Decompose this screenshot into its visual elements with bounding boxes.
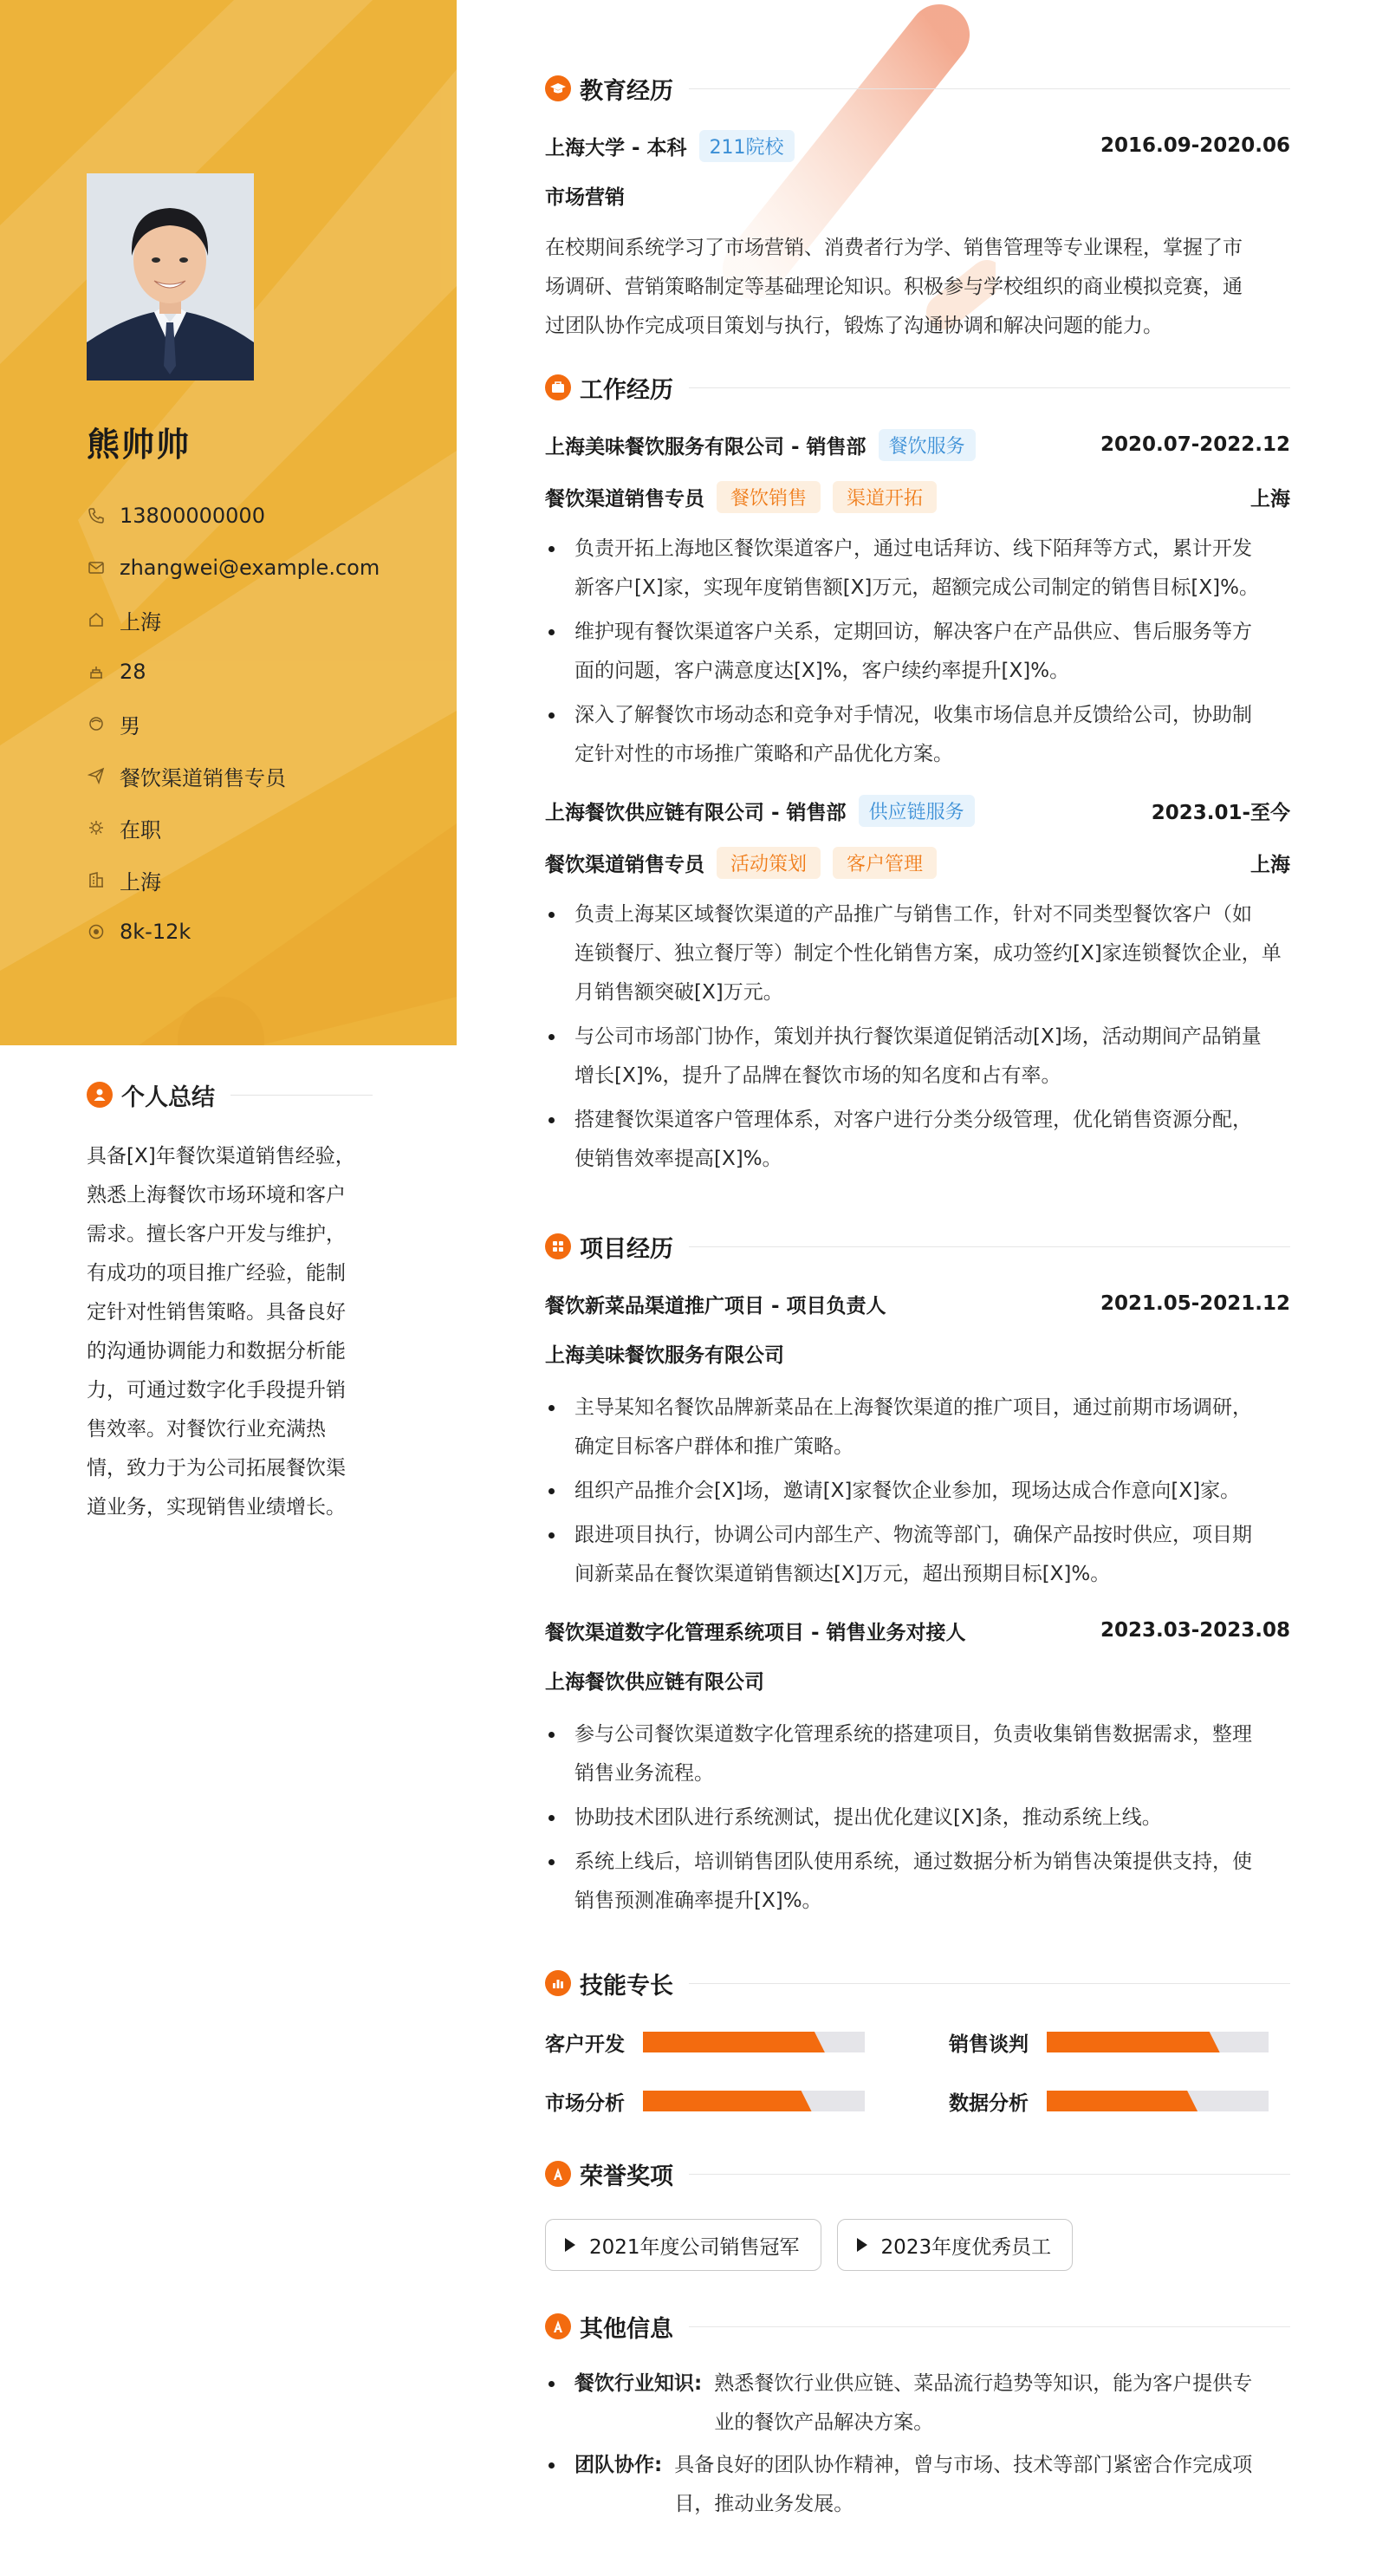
summary-line: 具备[X]年餐饮渠道销售经验，: [87, 1145, 355, 1168]
sidebar-header: [0, 0, 457, 1045]
education-row: [545, 128, 1290, 163]
text-line: 新客户[X]家，实现年度销售额[X]万元，超额完成公司制定的销售目标[X]%。: [574, 576, 1259, 599]
skill-fill: [1047, 2091, 1198, 2111]
section-title: 其他信息: [580, 2315, 673, 2343]
avatar: [87, 173, 254, 381]
skill-tag: 餐饮销售: [717, 481, 821, 513]
section-title: 荣誉奖项: [580, 2163, 673, 2190]
text-line: 销售业务流程。: [574, 1762, 714, 1785]
text-line: 月销售额突破[X]万元。: [574, 981, 783, 1004]
list-item: [545, 1101, 1290, 1179]
job-role: 餐饮渠道销售专员: [545, 487, 704, 511]
skill-name: 数据分析: [949, 2091, 1029, 2115]
info-value: zhangwei@example.com: [120, 556, 380, 580]
award-badge: [837, 2219, 1074, 2271]
award-badge: [545, 2219, 821, 2271]
age-icon: [87, 662, 106, 681]
summary-line: 熟悉上海餐饮市场环境和客户: [87, 1184, 346, 1207]
job-date: 2023.01-至今: [1151, 801, 1290, 824]
award-icon: [545, 2161, 571, 2187]
school-tag: 211院校: [699, 130, 795, 162]
mail-icon: [87, 558, 106, 577]
list-item: [545, 1018, 1290, 1096]
section-title: 项目经历: [580, 1235, 673, 1263]
skill-item: [545, 2026, 886, 2058]
list-item: [545, 1516, 1290, 1594]
major: 市场营销: [545, 186, 625, 209]
projects-section: [545, 1220, 1290, 1921]
info-salary: [87, 906, 380, 958]
job-city: 上海: [1250, 853, 1290, 876]
list-item: [545, 1799, 1290, 1838]
list-item: [545, 895, 1290, 1012]
skill-bar: [643, 2032, 865, 2052]
info-email: [87, 542, 380, 594]
education-section: [545, 62, 1290, 346]
info-phone: [87, 490, 380, 542]
text-line: 定针对性的市场推广策略和产品优化方案。: [574, 743, 953, 765]
section-title: 工作经历: [580, 376, 673, 404]
info-city: [87, 854, 380, 906]
info-icon: [545, 2313, 571, 2339]
other-label: 餐饮行业知识:: [574, 2372, 703, 2395]
job-bullets: [545, 895, 1290, 1179]
honors-section: [545, 2148, 1290, 2271]
text-line: 系统上线后，培训销售团队使用系统，通过数据分析为销售决策提供支持，使: [574, 1851, 1252, 1873]
info-hometown: [87, 594, 380, 646]
project-date: 2023.03-2023.08: [1100, 1619, 1290, 1642]
skill-item: [949, 2026, 1290, 2058]
list-item: [545, 613, 1290, 691]
phone-icon: [87, 506, 106, 525]
text-line: 跟进项目执行，协调公司内部生产、物流等部门，确保产品按时供应，项目期: [574, 1524, 1252, 1546]
city-icon: [87, 870, 106, 889]
info-value: 28: [120, 660, 146, 684]
text-line: 增长[X]%，提升了品牌在餐饮市场的知名度和占有率。: [574, 1064, 1061, 1087]
summary-line: 售效率。对餐饮行业充满热: [87, 1418, 326, 1441]
work-section: [545, 361, 1290, 1179]
divider: [230, 1095, 373, 1096]
text-line: 与公司市场部门协作，策划并执行餐饮渠道促销活动[X]场，活动期间产品销量: [574, 1025, 1262, 1048]
info-age: [87, 646, 380, 698]
text-line: 确定目标客户群体和推广策略。: [574, 1435, 854, 1458]
divider: [689, 387, 1290, 388]
project-header: [545, 1286, 1290, 1321]
summary-line: 定针对性销售策略。具备良好: [87, 1301, 346, 1324]
list-item: [545, 1843, 1290, 1921]
skill-fill: [1047, 2032, 1220, 2052]
bar-chart-icon: [545, 1970, 571, 1996]
info-gender: [87, 698, 380, 750]
awards-list: [545, 2219, 1290, 2271]
other-section: [545, 2300, 1290, 2524]
education-description: [545, 229, 1290, 346]
job-header: [545, 793, 1290, 828]
skill-fill: [643, 2032, 825, 2052]
skill-bar: [643, 2091, 865, 2111]
text-line: 过团队协作完成项目策划与执行，锻炼了沟通协调和解决问题的能力。: [545, 315, 1163, 337]
gender-icon: [87, 714, 106, 733]
company-name: 上海餐饮供应链有限公司 - 销售部: [545, 801, 847, 824]
company-tag: 餐饮服务: [879, 429, 976, 461]
info-position: [87, 750, 380, 802]
work-header: [545, 361, 1290, 413]
education-date: 2016.09-2020.06: [1100, 134, 1290, 157]
list-item: [545, 1715, 1290, 1793]
text-line: 在校期间系统学习了市场营销、消费者行为学、销售管理等专业课程，掌握了市: [545, 237, 1243, 259]
section-title: 技能专长: [580, 1972, 673, 2000]
other-header: [545, 2300, 1290, 2352]
section-title: 教育经历: [580, 77, 673, 105]
play-icon: [565, 2238, 575, 2252]
info-value: 在职: [120, 817, 161, 842]
skills-header: [545, 1957, 1290, 2009]
text-line: 主导某知名餐饮品牌新菜品在上海餐饮渠道的推广项目，通过前期市场调研，: [574, 1396, 1252, 1419]
summary-line: 力，可通过数字化手段提升销: [87, 1379, 346, 1402]
company-tag: 供应链服务: [859, 795, 975, 827]
project-name: 餐饮渠道数字化管理系统项目 - 销售业务对接人: [545, 1621, 966, 1644]
divider: [689, 1983, 1290, 1984]
skill-name: 市场分析: [545, 2091, 625, 2115]
award-label: 2021年度公司销售冠军: [589, 2235, 800, 2259]
skills-grid: [545, 2026, 1290, 2117]
divider: [689, 1246, 1290, 1247]
award-label: 2023年度优秀员工: [880, 2235, 1052, 2259]
skill-bar: [1047, 2091, 1269, 2111]
job-role-row: [545, 479, 1290, 514]
info-value: 8k-12k: [120, 920, 191, 944]
other-label: 团队协作:: [574, 2454, 663, 2476]
project-header: [545, 1613, 1290, 1648]
skill-name: 销售谈判: [949, 2033, 1029, 2056]
text-line: 面的问题，客户满意度达[X]%，客户续约率提升[X]%。: [574, 660, 1070, 682]
project-org: 上海美味餐饮服务有限公司: [545, 1344, 784, 1367]
skill-tag: 渠道开拓: [833, 481, 937, 513]
summary-line: 有成功的项目推广经验，能制: [87, 1262, 346, 1285]
text-line: 业的餐饮产品解决方案。: [714, 2411, 934, 2434]
list-item: [545, 530, 1290, 608]
text-line: 维护现有餐饮渠道客户关系，定期回访，解决客户在产品供应、售后服务等方: [574, 621, 1252, 643]
skill-name: 客户开发: [545, 2033, 625, 2056]
text-line: 参与公司餐饮渠道数字化管理系统的搭建项目，负责收集销售数据需求，整理: [574, 1723, 1252, 1746]
skill-bar: [1047, 2032, 1269, 2052]
other-text: [714, 2365, 1252, 2443]
text-line: 熟悉餐饮行业供应链、菜品流行趋势等知识，能为客户提供专: [714, 2372, 1253, 2395]
play-icon: [857, 2238, 867, 2252]
divider: [689, 2326, 1290, 2327]
summary-line: 道业务，实现销售业绩增长。: [87, 1496, 346, 1519]
job-role: 餐饮渠道销售专员: [545, 853, 704, 876]
info-value: 上海: [120, 609, 161, 634]
contact-info-list: [87, 490, 380, 958]
list-item: [545, 2446, 1290, 2524]
list-item: [545, 1389, 1290, 1467]
main-content: [545, 62, 1290, 2524]
honors-header: [545, 2148, 1290, 2200]
text-line: 组织产品推介会[X]场，邀请[X]家餐饮企业参加，现场达成合作意向[X]家。: [574, 1480, 1241, 1502]
salary-icon: [87, 922, 106, 941]
info-value: 13800000000: [120, 504, 265, 528]
text-line: 协助技术团队进行系统测试，提出优化建议[X]条，推动系统上线。: [574, 1806, 1162, 1829]
company-name: 上海美味餐饮服务有限公司 - 销售部: [545, 435, 866, 459]
text-line: 搭建餐饮渠道客户管理体系，对客户进行分类分级管理，优化销售资源分配，: [574, 1109, 1252, 1131]
job-bullets: [545, 530, 1290, 774]
other-list: [545, 2365, 1290, 2524]
summary-text: [87, 1137, 373, 1527]
job-city: 上海: [1250, 487, 1290, 511]
school-name: 上海大学 - 本科: [545, 136, 687, 159]
summary-header: [87, 1073, 373, 1116]
profile-name: 熊帅帅: [87, 426, 191, 464]
divider: [689, 88, 1290, 89]
summary-section: [87, 1073, 373, 1527]
info-value: 餐饮渠道销售专员: [120, 765, 286, 790]
job-date: 2020.07-2022.12: [1100, 433, 1290, 456]
home-icon: [87, 610, 106, 629]
text-line: 负责上海某区域餐饮渠道的产品推广与销售工作，针对不同类型餐饮客户（如: [574, 903, 1252, 926]
list-item: [545, 1472, 1290, 1511]
skill-fill: [643, 2091, 812, 2111]
summary-line: 的沟通协调能力和数据分析能: [87, 1340, 346, 1363]
project-date: 2021.05-2021.12: [1100, 1292, 1290, 1315]
project-bullets: [545, 1389, 1290, 1594]
text-line: 间新菜品在餐饮渠道销售额达[X]万元，超出预期目标[X]%。: [574, 1563, 1111, 1585]
user-icon: [87, 1082, 113, 1108]
text-line: 目，推动业务发展。: [674, 2493, 854, 2515]
other-text: [674, 2446, 1252, 2524]
text-line: 销售预测准确率提升[X]%。: [574, 1890, 822, 1912]
projects-header: [545, 1220, 1290, 1272]
status-icon: [87, 818, 106, 837]
skill-tag: 活动策划: [717, 847, 821, 879]
skill-item: [949, 2085, 1290, 2117]
text-line: 负责开拓上海地区餐饮渠道客户，通过电话拜访、线下陌拜等方式，累计开发: [574, 537, 1252, 560]
project-name: 餐饮新菜品渠道推广项目 - 项目负责人: [545, 1294, 886, 1317]
text-line: 使销售效率提高[X]%。: [574, 1148, 782, 1170]
project-bullets: [545, 1715, 1290, 1921]
text-line: 场调研、营销策略制定等基础理论知识。积极参与学校组织的商业模拟竞赛，通: [545, 276, 1243, 298]
text-line: 深入了解餐饮市场动态和竞争对手情况，收集市场信息并反馈给公司，协助制: [574, 704, 1252, 726]
skill-item: [545, 2085, 886, 2117]
list-item: [545, 2365, 1290, 2443]
divider: [689, 2174, 1290, 2175]
graduation-cap-icon: [545, 75, 571, 101]
briefcase-icon: [545, 374, 571, 400]
skill-tag: 客户管理: [833, 847, 937, 879]
skills-section: [545, 1957, 1290, 2117]
job-header: [545, 427, 1290, 462]
job-role-row: [545, 845, 1290, 880]
info-value: 上海: [120, 869, 161, 894]
grid-icon: [545, 1233, 571, 1259]
text-line: 具备良好的团队协作精神，曾与市场、技术等部门紧密合作完成项: [674, 2454, 1253, 2476]
summary-line: 需求。擅长客户开发与维护，: [87, 1223, 346, 1246]
project-org: 上海餐饮供应链有限公司: [545, 1671, 764, 1694]
list-item: [545, 696, 1290, 774]
summary-title: 个人总结: [121, 1083, 215, 1111]
text-line: 连锁餐厅、独立餐厅等）制定个性化销售方案，成功签约[X]家连锁餐饮企业，单: [574, 942, 1282, 965]
education-header: [545, 62, 1290, 114]
info-value: 男: [120, 713, 140, 738]
summary-line: 情，致力于为公司拓展餐饮渠: [87, 1457, 346, 1480]
info-status: [87, 802, 380, 854]
send-icon: [87, 766, 106, 785]
